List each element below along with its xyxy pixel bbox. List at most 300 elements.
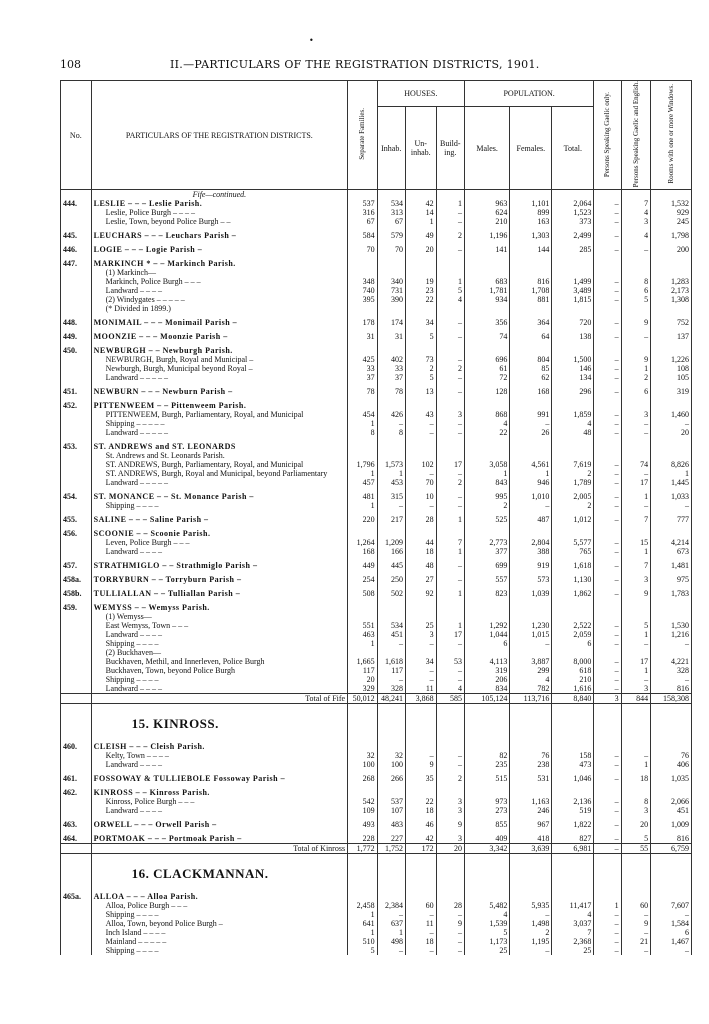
cell-gaelic-english: –: [621, 332, 651, 341]
cell-gaelic-only: –: [594, 355, 621, 364]
cell-males: 356: [464, 318, 509, 327]
cell-uninhab: [405, 892, 436, 901]
cell-families: [348, 451, 378, 460]
cell-building: –: [436, 419, 464, 428]
cell-total: 11,417: [552, 901, 594, 910]
cell-rooms: 2,066: [651, 797, 692, 806]
cell-males: 683: [464, 277, 509, 286]
cell-males: 273: [464, 806, 509, 815]
cell-building: 1: [436, 515, 464, 524]
district-number: 451.: [61, 387, 92, 396]
cell-inhab: [377, 648, 405, 657]
cell-inhab: 483: [377, 820, 405, 829]
cell-building: 1: [436, 199, 464, 208]
district-label: Buckhaven, Methil, and Innerleven, Police Burgh: [91, 657, 347, 666]
district-number: [61, 364, 92, 373]
table-row: [61, 639, 692, 648]
district-label: Shipping – – – –: [91, 675, 347, 684]
cell-building: 1: [436, 547, 464, 556]
cell-inhab: 266: [377, 774, 405, 783]
cell-total: 146: [552, 364, 594, 373]
cell-uninhab: 42: [405, 834, 436, 844]
cell-gaelic-only: –: [594, 245, 621, 254]
cell-total: [552, 401, 594, 410]
cell-males: 525: [464, 515, 509, 524]
cell-gaelic-only: [594, 259, 621, 268]
table-row: [61, 684, 692, 694]
table-row: [61, 603, 692, 612]
cell-females: 967: [510, 820, 552, 829]
district-number: 456.: [61, 529, 92, 538]
cell-females: 1,010: [510, 492, 552, 501]
district-label: (2) Windygates – – – – –: [91, 295, 347, 304]
registration-table: [60, 80, 692, 955]
cell-rooms: [651, 648, 692, 657]
cell-total: 5,577: [552, 538, 594, 547]
cell-building: 17: [436, 630, 464, 639]
cell-families: 117: [348, 666, 378, 675]
header-males: Males.: [464, 107, 509, 190]
cell-gaelic-english: 7: [621, 515, 651, 524]
cell-gaelic-english: 20: [621, 820, 651, 829]
cell-families: 70: [348, 245, 378, 254]
table-row: [61, 286, 692, 295]
district-number: [61, 694, 92, 704]
cell-total: [552, 259, 594, 268]
district-label: Landward – – – –: [91, 547, 347, 556]
cell-males: 823: [464, 589, 509, 598]
cell-females: 991: [510, 410, 552, 419]
district-number: [61, 419, 92, 428]
district-label: CLEISH – – – Cleish Parish.: [91, 742, 347, 751]
cell-gaelic-only: –: [594, 428, 621, 437]
cell-gaelic-only: –: [594, 797, 621, 806]
cell-uninhab: 11: [405, 919, 436, 928]
cell-females: 946: [510, 478, 552, 487]
page-title: II.—PARTICULARS OF THE REGISTRATION DISTRICTS, 1901.: [170, 58, 540, 71]
cell-uninhab: [405, 612, 436, 621]
cell-total: 6: [552, 639, 594, 648]
cell-gaelic-only: [594, 603, 621, 612]
cell-gaelic-only: –: [594, 460, 621, 469]
cell-inhab: 107: [377, 806, 405, 815]
district-number: 462.: [61, 788, 92, 797]
cell-females: 64: [510, 332, 552, 341]
cell-families: 454: [348, 410, 378, 419]
district-label: ST. MONANCE – – St. Monance Parish –: [91, 492, 347, 501]
cell-females: [510, 529, 552, 538]
cell-males: 25: [464, 946, 509, 955]
cell-rooms: –: [651, 946, 692, 955]
cell-inhab: –: [377, 419, 405, 428]
cell-gaelic-only: [594, 304, 621, 313]
cell-males: 1,044: [464, 630, 509, 639]
cell-inhab: [377, 529, 405, 538]
cell-females: 1,015: [510, 630, 552, 639]
cell-inhab: –: [377, 501, 405, 510]
cell-females: 1,195: [510, 937, 552, 946]
cell-inhab: [377, 346, 405, 355]
district-label: Kelty, Town – – – –: [91, 751, 347, 760]
cell-gaelic-english: 9: [621, 919, 651, 928]
cell-males: 4: [464, 910, 509, 919]
cell-rooms: 1,530: [651, 621, 692, 630]
cell-building: –: [436, 332, 464, 341]
cell-total: 1,523: [552, 208, 594, 217]
cell-building: 9: [436, 820, 464, 829]
district-label: MONIMAIL – – – Monimail Parish –: [91, 318, 347, 327]
cell-rooms: 7,607: [651, 901, 692, 910]
cell-total: [552, 346, 594, 355]
district-number: [61, 428, 92, 437]
cell-gaelic-only: –: [594, 208, 621, 217]
district-number: [61, 478, 92, 487]
cell-uninhab: [405, 742, 436, 751]
header-total: Total.: [552, 107, 594, 190]
table-row: [61, 742, 692, 751]
cell-uninhab: –: [405, 928, 436, 937]
cell-inhab: [377, 603, 405, 612]
district-label: STRATHMIGLO – – Strathmiglo Parish –: [91, 561, 347, 570]
cell-gaelic-only: [594, 892, 621, 901]
table-row: [61, 387, 692, 396]
district-label: NEWBURGH, Burgh, Royal and Municipal –: [91, 355, 347, 364]
cell-families: 31: [348, 332, 378, 341]
cell-gaelic-only: 1: [594, 901, 621, 910]
cell-females: [510, 346, 552, 355]
cell-rooms: 1: [651, 469, 692, 478]
cell-gaelic-only: –: [594, 478, 621, 487]
header-inhab: Inhab.: [377, 107, 405, 190]
district-label: Markinch, Police Burgh – – –: [91, 277, 347, 286]
district-label: East Wemyss, Town – – –: [91, 621, 347, 630]
cell-families: 67: [348, 217, 378, 226]
header-houses: HOUSES.: [377, 81, 464, 107]
table-row: [61, 318, 692, 327]
district-number: [61, 208, 92, 217]
table-row: [61, 946, 692, 955]
cell-inhab: 402: [377, 355, 405, 364]
table-row: [61, 373, 692, 382]
cell-building: [436, 304, 464, 313]
table-row: [61, 410, 692, 419]
cell-uninhab: –: [405, 469, 436, 478]
table-row: [61, 892, 692, 901]
cell-families: 449: [348, 561, 378, 570]
section-heading: 15. KINROSS.: [91, 704, 347, 743]
cell-total: 138: [552, 332, 594, 341]
cell-building: 4: [436, 295, 464, 304]
cell-inhab: 328: [377, 684, 405, 694]
district-label: ALLOA – – – Alloa Parish.: [91, 892, 347, 901]
cell-total: 1,500: [552, 355, 594, 364]
table-row: [61, 428, 692, 437]
cell-building: 20: [436, 844, 464, 854]
cell-uninhab: 18: [405, 937, 436, 946]
cell-total: 4: [552, 419, 594, 428]
cell-gaelic-english: 5: [621, 834, 651, 844]
district-label: Landward – – – – –: [91, 428, 347, 437]
district-number: [61, 469, 92, 478]
cell-males: 2,773: [464, 538, 509, 547]
district-number: 465a.: [61, 892, 92, 901]
cell-families: 348: [348, 277, 378, 286]
cell-gaelic-only: [594, 346, 621, 355]
district-number: [61, 286, 92, 295]
page-mark: •: [309, 36, 314, 45]
header-families: Separate Families.: [348, 81, 378, 190]
cell-building: 1: [436, 277, 464, 286]
cell-uninhab: [405, 451, 436, 460]
cell-rooms: [651, 451, 692, 460]
cell-gaelic-only: –: [594, 589, 621, 598]
cell-females: –: [510, 946, 552, 955]
cell-rooms: [651, 442, 692, 451]
header-gaelic-only: Persons Speaking Gaelic only.: [594, 81, 621, 190]
cell-rooms: 929: [651, 208, 692, 217]
cell-inhab: 217: [377, 515, 405, 524]
cell-males: 2: [464, 501, 509, 510]
district-label: Landward – – – – –: [91, 478, 347, 487]
cell-gaelic-only: –: [594, 675, 621, 684]
cell-building: [436, 529, 464, 538]
district-label: St. Andrews and St. Leonards Parish.: [91, 451, 347, 460]
cell-gaelic-only: [594, 648, 621, 657]
cell-total: [552, 892, 594, 901]
cell-gaelic-only: –: [594, 295, 621, 304]
cell-inhab: 32: [377, 751, 405, 760]
cell-females: 26: [510, 428, 552, 437]
cell-building: [436, 346, 464, 355]
cell-uninhab: 92: [405, 589, 436, 598]
cell-rooms: 777: [651, 515, 692, 524]
cell-building: [436, 451, 464, 460]
district-number: 449.: [61, 332, 92, 341]
cell-families: 537: [348, 199, 378, 208]
cell-families: 100: [348, 760, 378, 769]
table-row: [61, 295, 692, 304]
cell-females: –: [510, 419, 552, 428]
cell-gaelic-english: [621, 346, 651, 355]
cell-uninhab: 1: [405, 217, 436, 226]
cell-rooms: 816: [651, 834, 692, 844]
cell-males: 696: [464, 355, 509, 364]
cell-females: 4: [510, 675, 552, 684]
cell-rooms: 1,481: [651, 561, 692, 570]
cell-males: 1,539: [464, 919, 509, 928]
cell-uninhab: –: [405, 666, 436, 675]
cell-gaelic-only: –: [594, 684, 621, 694]
table-row: [61, 529, 692, 538]
cell-gaelic-only: –: [594, 538, 621, 547]
cell-uninhab: 43: [405, 410, 436, 419]
cell-females: 804: [510, 355, 552, 364]
cell-gaelic-only: [594, 612, 621, 621]
district-label: Kinross, Police Burgh – – –: [91, 797, 347, 806]
cell-total: 6,981: [552, 844, 594, 854]
cell-males: 6: [464, 639, 509, 648]
district-number: [61, 684, 92, 694]
cell-uninhab: [405, 788, 436, 797]
district-number: 447.: [61, 259, 92, 268]
table-row: [61, 704, 692, 743]
cell-uninhab: 22: [405, 797, 436, 806]
district-label: (1) Wemyss—: [91, 612, 347, 621]
cell-males: 22: [464, 428, 509, 437]
cell-rooms: –: [651, 501, 692, 510]
district-number: 444.: [61, 199, 92, 208]
cell-inhab: 100: [377, 760, 405, 769]
cell-rooms: [651, 268, 692, 277]
cell-uninhab: 5: [405, 373, 436, 382]
cell-total: 2,059: [552, 630, 594, 639]
cell-males: 1,781: [464, 286, 509, 295]
cell-females: 76: [510, 751, 552, 760]
cell-families: [348, 346, 378, 355]
cell-total: 2,368: [552, 937, 594, 946]
district-number: 455.: [61, 515, 92, 524]
cell-rooms: 4,221: [651, 657, 692, 666]
cell-uninhab: 27: [405, 575, 436, 584]
cell-total: 7: [552, 928, 594, 937]
cell-uninhab: [405, 401, 436, 410]
cell-families: 5: [348, 946, 378, 955]
cell-uninhab: 2: [405, 364, 436, 373]
district-number: [61, 666, 92, 675]
cell-rooms: 8,826: [651, 460, 692, 469]
page-number: 108: [60, 58, 81, 71]
cell-families: [348, 529, 378, 538]
cell-building: 17: [436, 460, 464, 469]
cell-building: [436, 788, 464, 797]
cell-females: 1,101: [510, 199, 552, 208]
cell-rooms: 319: [651, 387, 692, 396]
table-row: [61, 364, 692, 373]
cell-gaelic-english: [621, 442, 651, 451]
cell-families: [348, 892, 378, 901]
cell-males: [464, 346, 509, 355]
cell-families: 395: [348, 295, 378, 304]
cell-families: 268: [348, 774, 378, 783]
district-number: 463.: [61, 820, 92, 829]
cell-total: 2,136: [552, 797, 594, 806]
cell-males: 4,113: [464, 657, 509, 666]
district-number: [61, 760, 92, 769]
table-row: [61, 844, 692, 854]
cell-gaelic-english: 1: [621, 492, 651, 501]
cell-uninhab: 102: [405, 460, 436, 469]
cell-females: 782: [510, 684, 552, 694]
district-label: MARKINCH * – – Markinch Parish.: [91, 259, 347, 268]
table-row: [61, 820, 692, 829]
cell-families: [348, 304, 378, 313]
cell-rooms: [651, 603, 692, 612]
district-number: [61, 797, 92, 806]
district-number: [61, 217, 92, 226]
cell-gaelic-only: –: [594, 946, 621, 955]
cell-total: 2: [552, 501, 594, 510]
district-label: (* Divided in 1899.): [91, 304, 347, 313]
cell-gaelic-english: 1: [621, 547, 651, 556]
district-label: ST. ANDREWS, Burgh, Royal and Municipal, beyond Parliamentary: [91, 469, 347, 478]
cell-females: 62: [510, 373, 552, 382]
cell-rooms: 451: [651, 806, 692, 815]
cell-families: 1: [348, 928, 378, 937]
cell-females: [510, 442, 552, 451]
district-number: [61, 538, 92, 547]
cell-females: 388: [510, 547, 552, 556]
cell-males: 61: [464, 364, 509, 373]
district-label: PITTENWEEM – – Pittenweem Parish.: [91, 401, 347, 410]
cell-total: 1,499: [552, 277, 594, 286]
cell-females: 1,230: [510, 621, 552, 630]
cell-rooms: 673: [651, 547, 692, 556]
cell-gaelic-english: 3: [621, 806, 651, 815]
cell-total: 720: [552, 318, 594, 327]
cell-rooms: 975: [651, 575, 692, 584]
cell-rooms: 1,532: [651, 199, 692, 208]
district-number: [61, 648, 92, 657]
district-number: [61, 304, 92, 313]
cell-families: 228: [348, 834, 378, 844]
cell-uninhab: 172: [405, 844, 436, 854]
cell-males: 235: [464, 760, 509, 769]
cell-females: 246: [510, 806, 552, 815]
total-label: Total of Fife: [91, 694, 347, 704]
cell-inhab: [377, 259, 405, 268]
cell-building: –: [436, 575, 464, 584]
district-number: [61, 373, 92, 382]
district-number: [61, 460, 92, 469]
cell-inhab: 313: [377, 208, 405, 217]
district-label: Alloa, Town, beyond Police Burgh –: [91, 919, 347, 928]
cell-families: 584: [348, 231, 378, 240]
cell-inhab: 174: [377, 318, 405, 327]
cell-gaelic-only: –: [594, 515, 621, 524]
district-label: Buckhaven, Town, beyond Police Burgh: [91, 666, 347, 675]
cell-rooms: 2,173: [651, 286, 692, 295]
cell-females: [510, 788, 552, 797]
cell-uninhab: [405, 346, 436, 355]
cell-males: 699: [464, 561, 509, 570]
table-body: [61, 190, 692, 956]
cell-building: –: [436, 928, 464, 937]
table-row: [61, 208, 692, 217]
cell-inhab: 445: [377, 561, 405, 570]
cell-gaelic-english: 9: [621, 355, 651, 364]
header-females: Females.: [510, 107, 552, 190]
table-row: [61, 304, 692, 313]
district-label: TORRYBURN – – Torryburn Parish –: [91, 575, 347, 584]
cell-total: 25: [552, 946, 594, 955]
cell-uninhab: 44: [405, 538, 436, 547]
cell-uninhab: [405, 529, 436, 538]
cell-building: 2: [436, 774, 464, 783]
cell-families: 220: [348, 515, 378, 524]
cell-gaelic-only: –: [594, 419, 621, 428]
cell-females: 1: [510, 469, 552, 478]
district-number: 445.: [61, 231, 92, 240]
cell-females: –: [510, 501, 552, 510]
cell-males: 105,124: [464, 694, 509, 704]
cell-males: 995: [464, 492, 509, 501]
cell-males: 868: [464, 410, 509, 419]
cell-rooms: 1,033: [651, 492, 692, 501]
district-number: 459.: [61, 603, 92, 612]
cell-rooms: 1,460: [651, 410, 692, 419]
district-label: Landward – – – –: [91, 630, 347, 639]
cell-males: [464, 304, 509, 313]
